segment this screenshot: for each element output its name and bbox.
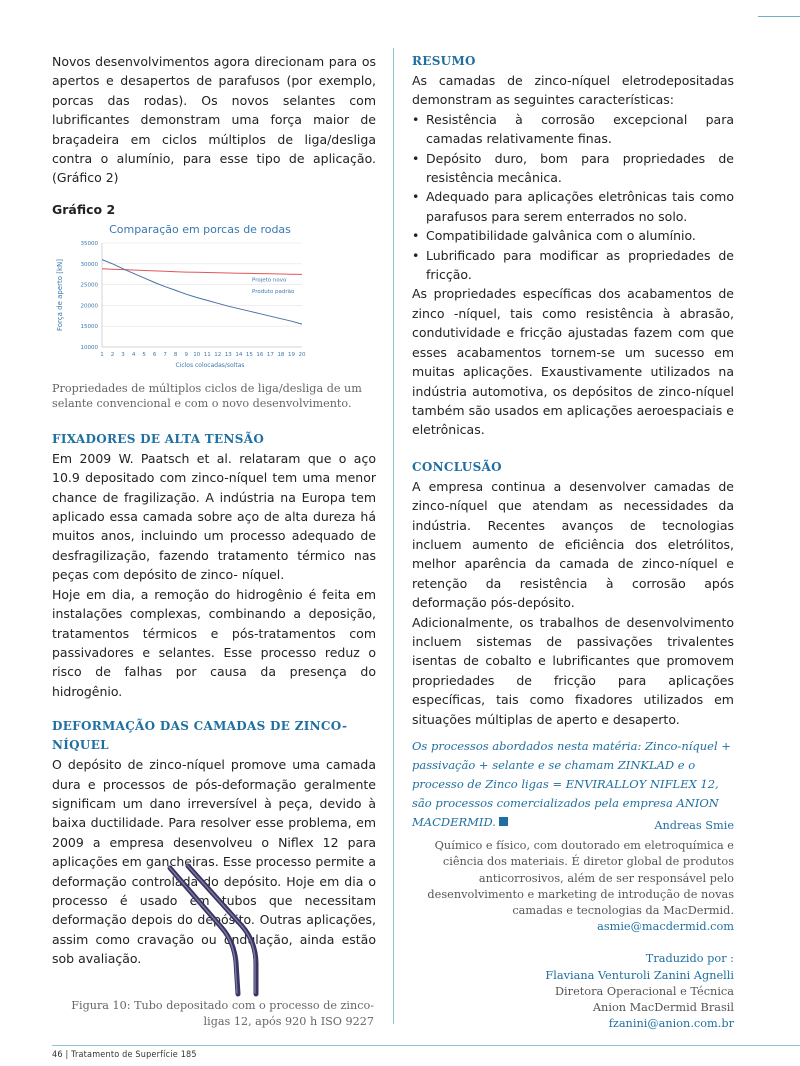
translated-by-label: Traduzido por : bbox=[645, 952, 734, 966]
chart-label: Gráfico 2 bbox=[52, 201, 116, 217]
footer-rule bbox=[52, 1045, 800, 1046]
translator-company: Anion MacDermid Brasil bbox=[592, 1001, 734, 1015]
series-line-1 bbox=[102, 269, 302, 275]
x-tick-label: 2 bbox=[110, 351, 115, 358]
list-item: • Adequado para aplicações eletrônicas tais como parafusos para serem enterrados no solo. bbox=[412, 187, 734, 226]
x-tick-label: 18 bbox=[277, 351, 285, 358]
figure-caption: Figura 10: Tubo depositado com o processo de zinco-ligas 12, após 920 h ISO 9227 bbox=[71, 999, 374, 1028]
x-tick-label: 5 bbox=[142, 351, 146, 358]
x-tick-label: 14 bbox=[235, 351, 243, 358]
list-item: • Compatibilidade galvânica com o alumínio. bbox=[412, 226, 734, 245]
x-tick-label: 16 bbox=[256, 351, 264, 358]
left-column bbox=[52, 52, 376, 969]
x-tick-label: 13 bbox=[224, 351, 232, 358]
x-tick-label: 19 bbox=[287, 351, 295, 358]
x-tick-label: 10 bbox=[193, 351, 201, 358]
list-item: • Lubrificado para modificar as propriedades de fricção. bbox=[412, 246, 734, 285]
y-tick-label: 10000 bbox=[80, 344, 98, 351]
resumo-paragraph-2: As propriedades específicas dos acabamentos de zinco -níquel, tais como resistência à abrasão, condutividade e fricção ajustadas fazem com que esses acabamentos tornem-se um sucesso em muitas aplicações. Exaustivamente utilizados na indústria automotiva, os depósitos de zinco-níquel também são usados em aplicações aeroespaciais e eletrônicas. bbox=[412, 286, 734, 438]
x-tick-label: 4 bbox=[131, 351, 136, 358]
translator-email[interactable]: fzanini@anion.com.br bbox=[608, 1017, 734, 1031]
x-tick-label: 9 bbox=[184, 351, 188, 358]
column-divider bbox=[393, 48, 394, 1024]
x-tick-label: 12 bbox=[214, 351, 222, 358]
y-tick-label: 35000 bbox=[80, 240, 98, 247]
intro-paragraph: Novos desenvolvimentos agora direcionam para os apertos e desapertos de parafusos (por exemplo, porcas das rodas). Os novos selantes com lubrificantes demonstram uma força maior de braçadeira em ciclos múltiplos de liga/desliga contra o alumínio, para esse tipo de aplicação. (Gráfico 2) bbox=[52, 54, 376, 186]
x-tick-label: 20 bbox=[298, 351, 306, 358]
x-tick-label: 3 bbox=[121, 351, 125, 358]
author-name: Andreas Smie bbox=[654, 819, 734, 832]
translator-role: Diretora Operacional e Técnica bbox=[555, 984, 734, 998]
conclusao-paragraph-1: A empresa continua a desenvolver camadas de zinco-níquel que atendam as necessidades da indústria. Recentes avanços de tecnologias incluem aumento de eficiência dos eletrólitos, melhor aparência da camada de zinco-níquel e retenção da resistência à corrosão após deformação pós-depósito. bbox=[412, 478, 734, 611]
chart-title: Comparação em porcas de rodas bbox=[109, 222, 291, 236]
fixadores-paragraph-2: Hoje em dia, a remoção do hidrogênio é feita em instalações complexas, combinando a deposição, tratamentos térmicos e pós-tratamentos com passivadores e selantes. Esse processo reduz o risco de falhas por causa da presença do hidrogênio. bbox=[52, 586, 376, 699]
list-item: • Resistência à corrosão excepcional para camadas relativamente finas. bbox=[412, 110, 734, 149]
author-credits bbox=[412, 818, 734, 1032]
process-note-text: Os processos abordados nesta matéria: Zinco-níquel + passivação + selante e se chamam ZINKLAD e o processo de Zinco ligas = ENVIRALLOY NIFLEX 12, são processos comercializados pela empresa ANION MACDERMID. bbox=[412, 739, 731, 829]
tube-figure bbox=[150, 862, 280, 998]
section-title-deformacao: DEFORMAÇÃO DAS CAMADAS DE ZINCO-NÍQUEL bbox=[52, 719, 348, 753]
fixadores-paragraph-1: Em 2009 W. Paatsch et al. relataram que o aço 10.9 depositado com zinco-níquel tem uma menor chance de fragilização. A indústria na Europa tem aplicado essa camada sobre aço de alta dureza há muitos anos, incluindo um processo adequado de desfragilização, fazendo tratamento térmico nas peças com depósito de zinco- níquel. bbox=[52, 450, 376, 583]
translator-name: Flaviana Venturoli Zanini Agnelli bbox=[545, 968, 734, 982]
author-email[interactable]: asmie@macdermid.com bbox=[597, 920, 734, 934]
chart-axes bbox=[81, 241, 306, 358]
x-tick-label: 7 bbox=[163, 351, 167, 358]
y-tick-label: 30000 bbox=[80, 261, 98, 268]
chart-legend bbox=[252, 278, 295, 295]
right-column bbox=[412, 52, 734, 832]
x-tick-label: 6 bbox=[152, 351, 157, 358]
y-tick-label: 15000 bbox=[80, 324, 98, 331]
chart-grid bbox=[102, 243, 302, 347]
section-title-conclusao: CONCLUSÃO bbox=[412, 459, 502, 474]
x-tick-label: 17 bbox=[266, 351, 274, 358]
conclusao-paragraph-2: Adicionalmente, os trabalhos de desenvolvimento incluem sistemas de passivações trivalentes isentas de cobalto e lubrificantes que promovem propriedades de fricção para aplicações específicas, tais como fixadores utilizados em situações múltiplas de aperto e desaperto. bbox=[412, 614, 734, 727]
x-tick-label: 8 bbox=[173, 351, 178, 358]
y-tick-label: 25000 bbox=[80, 282, 98, 289]
list-item: • Depósito duro, bom para propriedades de resistência mecânica. bbox=[412, 149, 734, 188]
page-footer: 46 | Tratamento de Superfície 185 bbox=[52, 1050, 197, 1060]
line-chart bbox=[52, 223, 322, 371]
author-bio: Químico e físico, com doutorado em eletroquímica e ciência dos materiais. É diretor global de produtos anticorrosivos, além de ser responsável pelo desenvolvimento e marketing de introdução de novas camadas e tecnologias da MacDermid. bbox=[427, 839, 734, 918]
corner-rule bbox=[758, 16, 800, 97]
resumo-list bbox=[412, 110, 734, 285]
legend-label: Projeto novo bbox=[252, 277, 287, 284]
y-tick-label: 20000 bbox=[80, 303, 98, 310]
section-title-fixadores: FIXADORES DE ALTA TENSÃO bbox=[52, 431, 265, 446]
chart-xlabel: Ciclos colocadas/soltas bbox=[175, 361, 245, 369]
chart-caption: Propriedades de múltiplos ciclos de liga/desliga de um selante convencional e com o novo desenvolvimento. bbox=[52, 381, 362, 411]
chart-ylabel: Força de aperto [kN] bbox=[56, 258, 64, 331]
legend-label: Produto padrão bbox=[252, 288, 295, 295]
x-tick-label: 15 bbox=[245, 351, 253, 358]
x-tick-label: 1 bbox=[100, 351, 104, 358]
deformacao-paragraph: O depósito de zinco-níquel promove uma camada dura e processos de pós-deformação geralmente significam um dano irreversível à peça, devido à baixa ductilidade. Para resolver esse problema, em 2009 a empresa desenvolveu o Niflex 12 para aplicações em gancheiras. Esse processo permite a deformação controlada do depósito. Hoje em dia o processo é usado em tubos que necessitam deformação depois do depósito. Outras aplicações, assim como cravação ou ondulação, ainda estão sob avaliação. bbox=[52, 757, 376, 967]
section-title-resumo: RESUMO bbox=[412, 54, 476, 68]
x-tick-label: 11 bbox=[203, 351, 211, 358]
resumo-intro: As camadas de zinco-níquel eletrodepositadas demonstram as seguintes características: bbox=[412, 73, 734, 108]
